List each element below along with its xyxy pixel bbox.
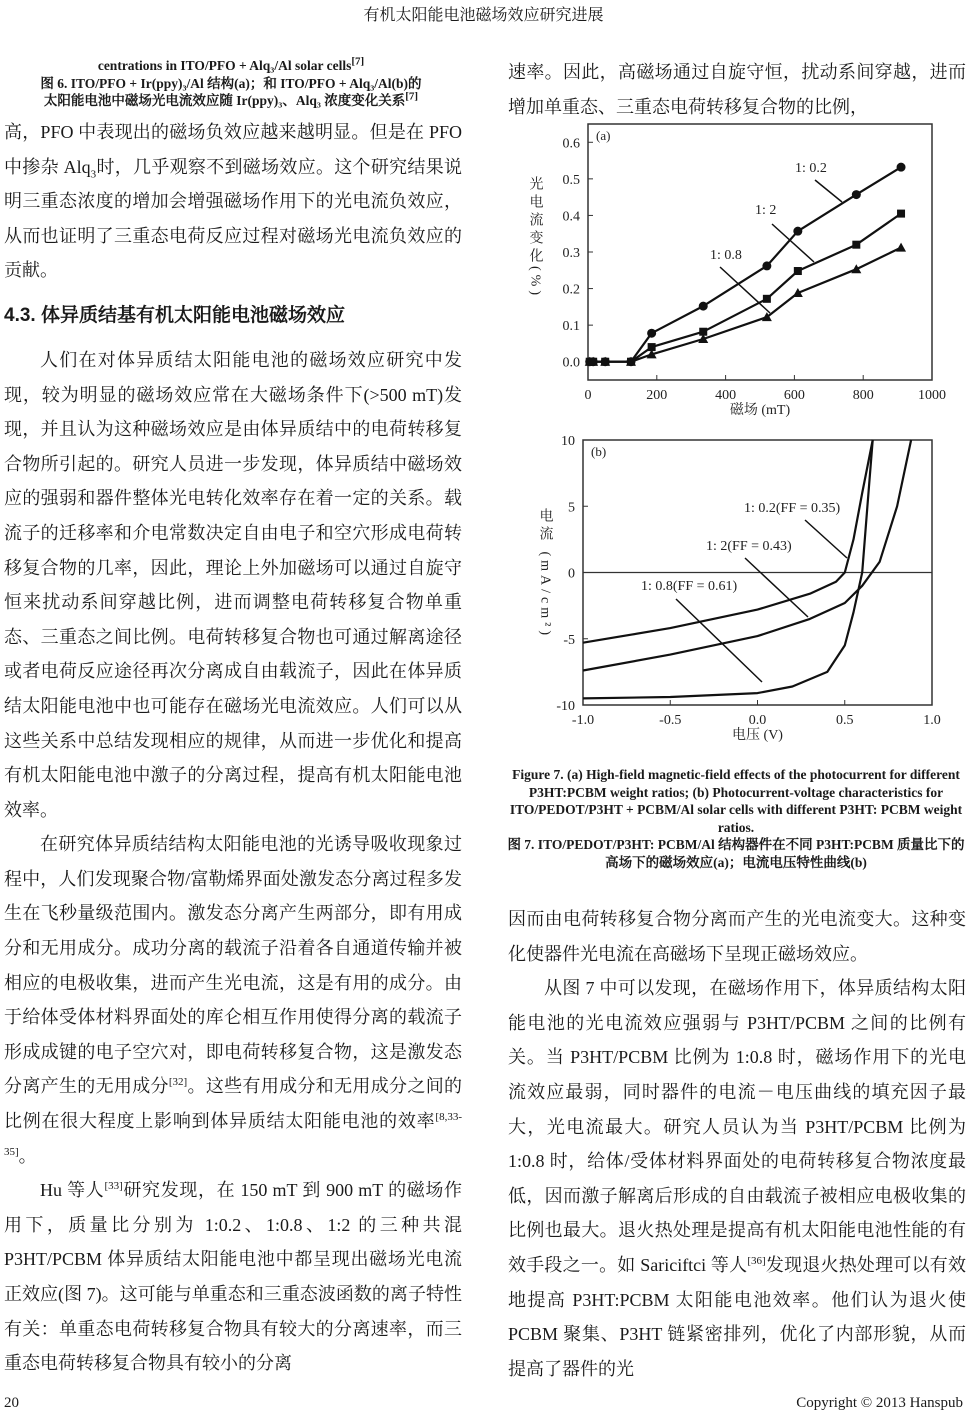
page-number: 20 (4, 1395, 19, 1411)
series-label: 1: 2 (755, 203, 777, 218)
series-label-pointer (815, 180, 842, 202)
y-tick-label: 0.2 (562, 282, 580, 298)
x-tick-label: 0 (584, 388, 592, 403)
subscript: 3 (90, 168, 97, 181)
paragraph (4, 1173, 462, 1381)
series-label: 1: 2(FF = 0.43) (706, 539, 792, 554)
y-axis-label: 电流 (mA/cm²) (537, 508, 553, 640)
y-tick-label: 0 (568, 566, 575, 582)
fig6-caption-zh-2: 太阳能电池中磁场光电流效应随 Ir(ppy)₃、Alq₃ 浓度变化关系 (43, 93, 406, 108)
series-label: 1: 0.2 (795, 161, 827, 176)
data-point-square (897, 210, 905, 218)
y-tick-label: 0.6 (562, 136, 580, 152)
citation: [36] (747, 1254, 766, 1267)
paragraph: 速率。因此，高磁场通过自旋守恒，扰动系间穿越，进而增加单重态、三重态电荷转移复合物的比例， (508, 62, 966, 117)
x-tick-label: 800 (852, 388, 874, 403)
data-point-triangle (896, 243, 906, 252)
data-point-square (852, 241, 860, 249)
y-tick-label: 0.3 (562, 246, 580, 261)
y-tick-label: 0.1 (562, 319, 580, 335)
plot-frame (588, 124, 932, 380)
x-tick-label: 1.0 (923, 713, 941, 728)
text: 在研究体异质结结构太阳能电池的光诱导吸收现象过程中，人们发现聚合物/富勒烯界面处激发态分离过程多发生在飞秒量级范围内。激发态分离产生两部分，即有用成分和无用成分。成功分离的载流子沿着各自通道传输并被相应的电极收集，进而产生光电流，这是有用的成分。由于给体受体材料界面处的库仑相互作用使得分离的载流子形成成键的电子空穴对，即电荷转移复合物，这是激发态分离产生的无用成分 (4, 834, 462, 1097)
y-tick-label: 5 (568, 500, 575, 516)
panel-label: (a) (596, 128, 611, 143)
paragraph (4, 827, 462, 1173)
series-label-pointer (745, 558, 808, 617)
data-point-circle (852, 190, 861, 199)
text: 时，几乎观察不到磁场效应。这个研究结果说明三重态浓度的增加会增强磁场作用下的光电流负效应，从而也证明了三重态电荷反应过程对磁场光电流负效应的贡献。 (4, 156, 463, 281)
data-point-circle (897, 163, 906, 172)
fig7-caption-zh: 图 7. ITO/PEDOT/P3HT: PCBM/Al 结构器件在不同 P3HT:PCBM 质量比下的高场下的磁场效应(a)；电流电压特性曲线(b) (507, 837, 965, 870)
fig6-caption-zh-1: 图 6. ITO/PFO + Ir(ppy)₃/Al 结构(a)；和 ITO/PFO + Alq₃/Al(b)的 (40, 75, 422, 91)
series-line-1 (590, 214, 901, 362)
text: 发现退火热处理可以有效地提高 P3HT:PCBM 太阳能电池效率。他们认为退火使 PCBM 聚集、P3HT 链紧密排列，优化了内部形貌，从而提高了器件的光 (508, 1254, 966, 1379)
text: 。 (18, 1145, 37, 1166)
series-label: 1: 0.8 (710, 248, 742, 263)
fig6-zh-ref: [7] (405, 90, 419, 103)
paragraph: 因而由电荷转移复合物分离而产生的光电流变大。这种变化使器件光电流在高磁场下呈现正磁场效应。 (508, 909, 966, 964)
x-tick-label: 0.5 (836, 713, 854, 728)
y-tick-label: 0.0 (562, 355, 580, 371)
series-line-2 (583, 440, 873, 698)
x-tick-label: 0.0 (748, 713, 767, 728)
y-tick-label: 0.5 (562, 172, 580, 188)
text: Hu 等人 (40, 1180, 105, 1201)
paragraph (508, 971, 966, 1386)
x-tick-label: 200 (646, 388, 668, 403)
series-line-1 (583, 440, 911, 671)
y-tick-label: 10 (561, 434, 575, 449)
right-column-bottom (508, 902, 966, 1386)
text: 。这些有用成分和无用成分之间的比例在很大程度上影响到体异质结太阳能电池的效率 (4, 1076, 463, 1132)
series-line-2 (590, 248, 901, 362)
citation: [32] (168, 1076, 188, 1089)
data-point-circle (793, 227, 802, 236)
series-label-pointer (772, 224, 814, 262)
x-axis-label: 磁场 (mT) (729, 403, 791, 418)
data-point-circle (647, 329, 656, 338)
series-label: 1: 0.8(FF = 0.61) (641, 579, 738, 594)
figure-7-caption (505, 766, 967, 871)
x-tick-label: 600 (783, 388, 805, 403)
series-label-pointer (805, 520, 847, 558)
running-header: 有机太阳能电池磁场效应研究进展 (363, 7, 604, 24)
y-tick-label: 0.4 (562, 209, 580, 225)
x-tick-label: 400 (715, 388, 737, 403)
x-tick-label: -1.0 (571, 713, 595, 728)
x-tick-label: 1000 (918, 388, 946, 403)
text: 从图 7 中可以发现，在磁场作用下，体异质结构太阳能电池的光电流效应强弱与 P3HT/PCBM 之间的比例有关。当 P3HT/PCBM 比例为 1:0.8 时，磁场作用下的光电流效应最弱，同时器件的电流－电压曲线的填充因子最大，光电流最大。研究人员认为当 P3HT/PCBM 比例为 1:0.8 时，给体/受体材料界面处的电荷转移复合物浓度最低，因而激子解离后形成的自由载流子被相应电极收集的比例也最大。退火热处理是提高有机太阳能电池性能的有效手段之一。如 Sariciftci 等人 (508, 978, 966, 1275)
data-point-square (763, 295, 771, 303)
y-tick-label: -10 (556, 699, 575, 714)
data-point-circle (699, 302, 708, 311)
y-axis-label: 光电流变化(%) (527, 176, 543, 299)
series-label: 1: 0.2(FF = 0.35) (744, 501, 841, 516)
citation: [33] (104, 1180, 123, 1193)
data-point-circle (762, 261, 771, 270)
fig7-caption-en: Figure 7. (a) High-field magnetic-field effects of the photocurrent for different P3HT:PCBM weight ratios; (b) Photocurrent-voltage characteristics for ITO/PEDOT/P3HT + PCBM/Al solar cells with different P3HT: PCBM weight ratios. (509, 767, 963, 835)
y-tick-label: -5 (563, 632, 575, 648)
x-axis-label: 电压 (V) (732, 728, 783, 743)
citation: [8,33-35] (4, 1111, 462, 1158)
fig6-ref: [7] (351, 55, 365, 68)
x-tick-label: -0.5 (659, 713, 682, 728)
text: 研究发现，在 150 mT 到 900 mT 的磁场作用下，质量比分别为 1:0.2、1:0.8、1:2 的三种共混 P3HT/PCBM 体异质结太阳能电池中都呈现出磁场光电流正效应(图 7)。这可能与单重态和三重态波函数的离子特性有关：单重态电荷转移复合物具有较大的分离速率，而三重态电荷转移复合物具有较小的分离 (4, 1180, 463, 1374)
copyright: Copyright © 2013 Hanspub (796, 1395, 963, 1411)
paragraph: 人们在对体异质结太阳能电池的磁场效应研究中发现，较为明显的磁场效应常在大磁场条件下(>500 mT)发现，并且认为这种磁场效应是由体异质结中的电荷转移复合物所引起的。研究人员进一步发现，体异质结中磁场效应的强弱和器件整体光电转化效率存在着一定的关系。载流子的迁移率和介电常数决定自由电子和空穴形成电荷转移复合物的几率，因此，理论上外加磁场可以通过自旋守恒来扰动系间穿越比例，进而调整电荷转移复合物单重态、三重态之间比例。电荷转移复合物也可通过解离途径或者电荷反应途径再次分离成自由载流子，因此在体异质结太阳能电池中也可能存在磁场光电流效应。人们可以从这些关系中总结发现相应的规律，从而进一步优化和提高有机太阳能电池中激子的分离过程，提高有机太阳能电池效率。 (4, 349, 462, 820)
fig6-caption-en: centrations in ITO/PFO + Alq₃/Al solar cells (97, 58, 352, 73)
data-point-square (794, 267, 802, 275)
panel-label: (b) (591, 444, 607, 459)
text: 高，PFO 中表现出的磁场负效应越来越明显。但是在 PFO 中掺杂 Alq (4, 122, 462, 177)
section-heading: 4.3. 体异质结基有机太阳能电池磁场效应 (4, 304, 345, 326)
